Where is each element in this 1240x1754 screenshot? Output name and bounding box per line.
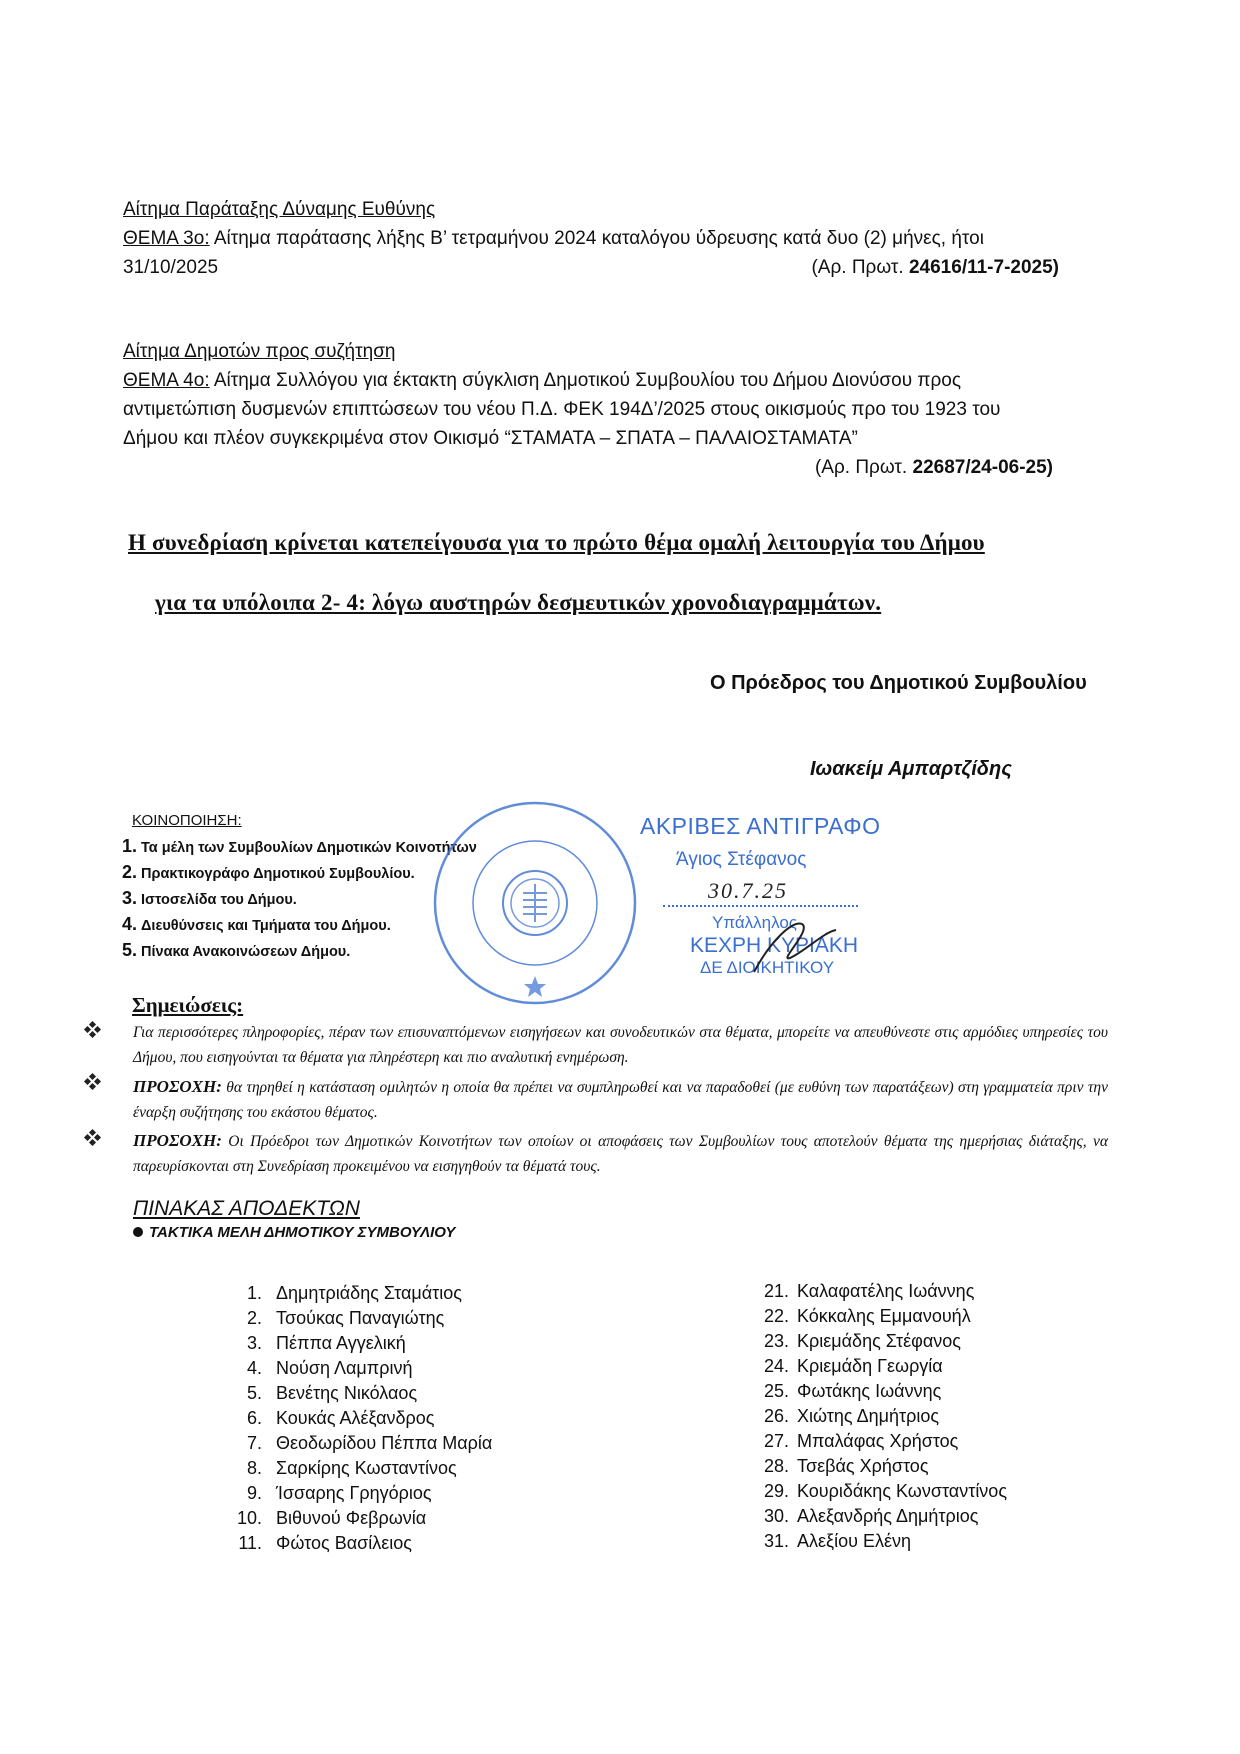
stamp-date: 30.7.25 <box>708 878 788 903</box>
item4-text-1: Αίτημα Συλλόγου για έκτακτη σύγκλιση Δημοτικού Συμβουλίου του Δήμου Διονύσου προς <box>213 370 962 391</box>
item3-ref: (Αρ. Πρωτ. 24616/11-7-2025) <box>811 257 1059 278</box>
list-item: 4. Νούση Λαμπρινή <box>246 1358 413 1378</box>
list-item: 26. Χιώτης Δημήτριος <box>763 1406 940 1426</box>
list-item: 27. Μπαλάφας Χρήστος <box>763 1431 959 1451</box>
list-item: 1. Τα μέλη των Συμβουλίων Δημοτικών Κοινοτήτων <box>121 836 477 856</box>
diamond-bullet-icon <box>85 1022 101 1038</box>
item4-text-3: Δήμου και πλέον συγκεκριμένα στον Οικισμό “ΣΤΑΜΑΤΑ – ΣΠΑΤΑ – ΠΑΛΑΙΟΣΤΑΜΑΤΑ” <box>123 428 858 449</box>
item3-date: 31/10/2025 <box>123 257 219 278</box>
list-item: 21. Καλαφατέλης Ιωάννης <box>763 1281 975 1301</box>
list-item: 31. Αλεξίου Ελένη <box>763 1531 911 1551</box>
signature-scribble <box>740 912 850 982</box>
recipients-heading: ΠΙΝΑΚΑΣ ΑΠΟΔΕΚΤΩΝ <box>133 1197 360 1220</box>
signature-title: Ο Πρόεδρος του Δημοτικού Συμβουλίου <box>710 672 1087 694</box>
list-item: 24. Κριεμάδη Γεωργία <box>763 1356 943 1376</box>
notification-block <box>115 812 477 963</box>
notes-heading: Σημειώσεις: <box>132 993 244 1017</box>
seal-text <box>455 988 476 989</box>
note-1: Για περισσότερες πληροφορίες, πέραν των επισυναπτόμενων εισηγήσεων και συνοδευτικών στα θέματα, μπορείτε να απευθύνεστε στις αρμόδιες υπηρεσίες του Δήμου, που εισηγούνται τα θέματα για πληρέστερη και πιο αναλυτική ενημέρωση. <box>133 1024 1108 1066</box>
list-item: 2. Τσούκας Παναγιώτης <box>246 1308 445 1328</box>
bullet-dot-icon <box>133 1227 143 1237</box>
recipients-subheading: ΤΑΚΤΙΚΑ ΜΕΛΗ ΔΗΜΟΤΙΚΟΥ ΣΥΜΒΟΥΛΙΟΥ <box>133 1224 455 1241</box>
diamond-bullet-icon <box>85 1130 101 1146</box>
list-item: 3. Πέππα Αγγελική <box>246 1333 406 1353</box>
item3-block <box>123 195 1083 282</box>
list-item: 3. Ιστοσελίδα του Δήμου. <box>121 888 297 908</box>
list-item: 7. Θεοδωρίδου Πέππα Μαρία <box>246 1433 493 1453</box>
list-item: 22. Κόκκαλης Εμμανουήλ <box>763 1306 971 1326</box>
list-item: 28. Τσεβάς Χρήστος <box>763 1456 929 1476</box>
recipients-left-list <box>222 1281 492 1556</box>
list-item: 1. Δημητριάδης Σταμάτιος <box>246 1283 462 1303</box>
list-item: 11. Φώτος Βασίλειος <box>238 1533 412 1553</box>
note-3: ΠΡΟΣΟΧΗ: Οι Πρόεδροι των Δημοτικών Κοινοτήτων των οποίων οι αποφάσεις των Συμβουλίων τους αποτελούν θέματα της ημερήσιας διάταξης, να παρευρίσκονται στη Συνεδρίαση προκειμένου να εισηγηθούν τα θέματά τους. <box>133 1131 1108 1175</box>
item3-category: Αίτημα Παράταξης Δύναμης Ευθύνης <box>123 199 436 220</box>
urgent-line-2: για τα υπόλοιπα 2- 4: λόγω αυστηρών δεσμευτικών χρονοδιαγραμμάτων. <box>155 590 882 615</box>
stamp-date-dots <box>663 905 858 907</box>
stamp-location: Άγιος Στέφανος <box>676 849 807 870</box>
list-item: 23. Κριεμάδης Στέφανος <box>763 1331 961 1351</box>
list-item: 29. Κουριδάκης Κωνσταντίνος <box>763 1481 1007 1501</box>
stamp-certified-copy: ΑΚΡΙΒΕΣ ΑΝΤΙΓΡΑΦΟ <box>640 813 881 839</box>
item4-label: ΘΕΜΑ 4ο: <box>123 370 210 391</box>
list-item: 25. Φωτάκης Ιωάννης <box>763 1381 942 1401</box>
item4-text-2: αντιμετώπιση δυσμενών επιπτώσεων του νέου Π.Δ. ΦΕΚ 194Δ’/2025 στους οικισμούς προ του 1923 του <box>123 399 1001 420</box>
urgent-line-1: Η συνεδρίαση κρίνεται κατεπείγουσα για το πρώτο θέμα ομαλή λειτουργία του Δήμου <box>128 530 985 555</box>
stamp-official: Υπάλληλος <box>712 913 797 932</box>
list-item: 5. Πίνακα Ανακοινώσεων Δήμου. <box>121 940 351 960</box>
recipients-right-list <box>745 1279 1007 1554</box>
item3-text: Αίτημα παράτασης λήξης Β’ τετραμήνου 2024 καταλόγου ύδρευσης κατά δυο (2) μήνες, ήτοι <box>213 228 984 249</box>
list-item: 10. Βιθυνού Φεβρωνία <box>236 1508 427 1528</box>
item4-ref: (Αρ. Πρωτ. 22687/24-06-25) <box>814 457 1053 478</box>
item3-label: ΘΕΜΑ 3ο: <box>123 228 210 249</box>
signature-name: Ιωακείμ Αμπαρτζίδης <box>810 758 1012 780</box>
stamp-officer-dept: ΔΕ ΔΙΟΙΚΗΤΙΚΟΥ <box>700 958 835 977</box>
item4-block <box>123 337 1083 482</box>
list-item: 2. Πρακτικογράφο Δημοτικού Συμβουλίου. <box>121 862 415 882</box>
list-item: 5. Βενέτης Νικόλαος <box>246 1383 418 1403</box>
stamp-officer-name: ΚΕΧΡΗ ΚΥΡΙΑΚΗ <box>690 934 859 957</box>
notification-list <box>115 833 477 963</box>
item4-category: Αίτημα Δημοτών προς συζήτηση <box>123 341 396 362</box>
notification-heading: ΚΟΙΝΟΠΟΙΗΣΗ: <box>132 812 242 829</box>
list-item: 6. Κουκάς Αλέξανδρος <box>246 1408 435 1428</box>
note-2: ΠΡΟΣΟΧΗ: θα τηρηθεί η κατάσταση ομιλητών η οποία θα πρέπει να συμπληρωθεί και να παραδοθεί (με ευθύνη των παρατάξεων) στη γραμματεία πριν την έναρξη συζήτησης του εκάστου θέματος. <box>133 1077 1108 1121</box>
seal-stamp <box>430 798 640 1008</box>
diamond-bullet-icon <box>85 1074 101 1090</box>
list-item: 9. Ίσσαρης Γρηγόριος <box>246 1483 432 1503</box>
list-item: 30. Αλεξανδρής Δημήτριος <box>763 1506 979 1526</box>
list-item: 8. Σαρκίρης Κωσταντίνος <box>246 1458 457 1478</box>
list-item: 4. Διευθύνσεις και Τμήματα του Δήμου. <box>121 914 391 934</box>
